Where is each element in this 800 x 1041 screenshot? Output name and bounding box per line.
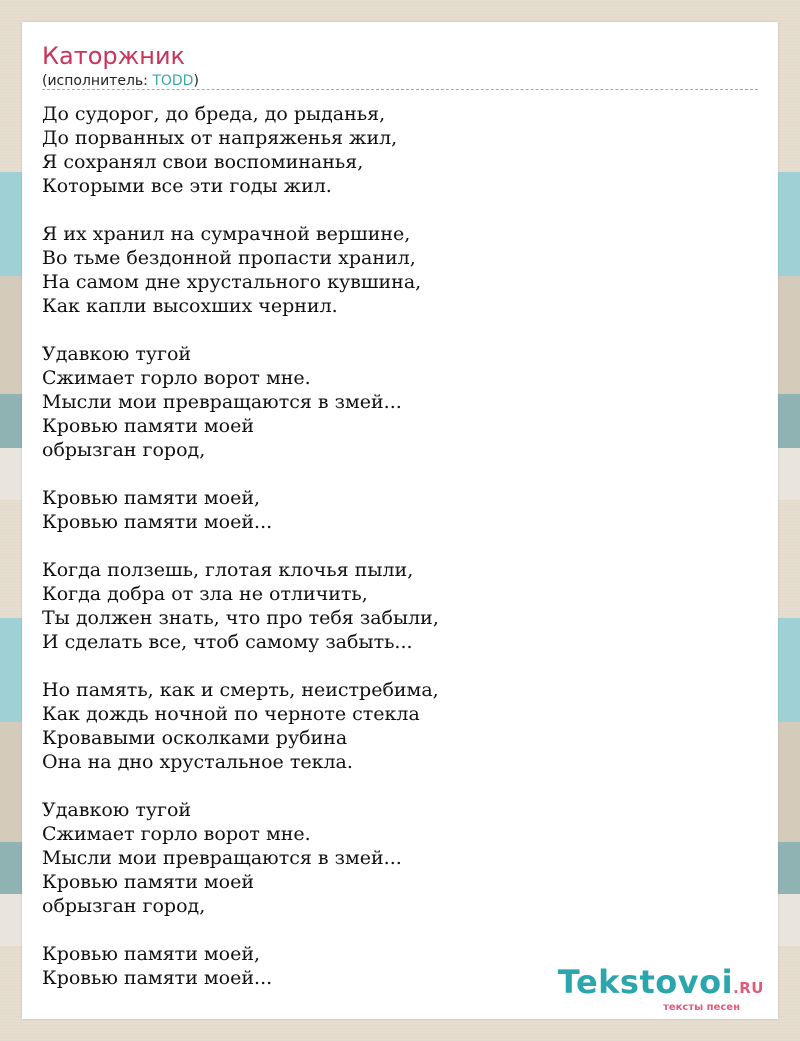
lyrics-line: До порванных от напряженья жил, bbox=[42, 127, 398, 149]
lyrics-line: Она на дно хрустальное текла. bbox=[42, 751, 353, 773]
lyrics-line: Я сохранял свои воспоминанья, bbox=[42, 151, 364, 173]
lyrics-stanza bbox=[42, 558, 758, 654]
logo-tagline: тексты песен bbox=[663, 1002, 740, 1013]
lyrics-line: Когда добра от зла не отличить, bbox=[42, 583, 368, 605]
artist-suffix: ) bbox=[193, 73, 199, 89]
lyrics-line: Кровью памяти моей, bbox=[42, 487, 261, 509]
lyrics-line: Мысли мои превращаются в змей... bbox=[42, 391, 402, 413]
lyrics-line: На самом дне хрустального кувшина, bbox=[42, 271, 422, 293]
lyrics-line: Ты должен знать, что про тебя забыли, bbox=[42, 607, 439, 629]
lyrics-line: обрызган город, bbox=[42, 439, 206, 461]
lyrics-line: Кровью памяти моей, bbox=[42, 943, 261, 965]
logo-brand: Tekstovoi bbox=[557, 963, 734, 1001]
lyrics-line: До судорог, до бреда, до рыданья, bbox=[42, 103, 386, 125]
artist-prefix: (исполнитель: bbox=[42, 73, 153, 89]
lyrics-line: Во тьме бездонной пропасти хранил, bbox=[42, 247, 416, 269]
lyrics-line: Кровью памяти моей bbox=[42, 871, 255, 893]
lyrics-stanza bbox=[42, 798, 758, 918]
lyrics-line: Удавкою тугой bbox=[42, 343, 192, 365]
lyrics-stanza bbox=[42, 342, 758, 462]
song-title: Каторжник bbox=[42, 42, 186, 70]
logo-tld: .RU bbox=[733, 979, 764, 997]
site-logo[interactable] bbox=[558, 965, 764, 1013]
lyrics-line: Кровью памяти моей... bbox=[42, 511, 273, 533]
lyrics-line: Но память, как и смерть, неистребима, bbox=[42, 679, 439, 701]
lyrics-card bbox=[22, 22, 778, 1019]
lyrics-line: Удавкою тугой bbox=[42, 799, 192, 821]
lyrics-text bbox=[42, 102, 758, 1014]
lyrics-line: Как капли высохших чернил. bbox=[42, 295, 338, 317]
lyrics-line: Когда ползешь, глотая клочья пыли, bbox=[42, 559, 414, 581]
lyrics-line: Кровавыми осколками рубина bbox=[42, 727, 348, 749]
lyrics-line: Кровью памяти моей bbox=[42, 415, 255, 437]
lyrics-line: Я их хранил на сумрачной вершине, bbox=[42, 223, 411, 245]
artist-link[interactable]: TODD bbox=[152, 73, 194, 89]
lyrics-line: Сжимает горло ворот мне. bbox=[42, 367, 311, 389]
lyrics-stanza bbox=[42, 102, 758, 198]
lyrics-line: Мысли мои превращаются в змей... bbox=[42, 847, 402, 869]
lyrics-line: И сделать все, чтоб самому забыть... bbox=[42, 631, 413, 653]
title-divider bbox=[42, 89, 758, 90]
artist-line bbox=[42, 72, 199, 90]
lyrics-line: Сжимает горло ворот мне. bbox=[42, 823, 311, 845]
lyrics-line: обрызган город, bbox=[42, 895, 206, 917]
lyrics-stanza bbox=[42, 486, 758, 534]
lyrics-line: Как дождь ночной по черноте стекла bbox=[42, 703, 420, 725]
lyrics-stanza bbox=[42, 222, 758, 318]
lyrics-line: Кровью памяти моей... bbox=[42, 967, 273, 989]
lyrics-stanza bbox=[42, 678, 758, 774]
lyrics-line: Которыми все эти годы жил. bbox=[42, 175, 332, 197]
